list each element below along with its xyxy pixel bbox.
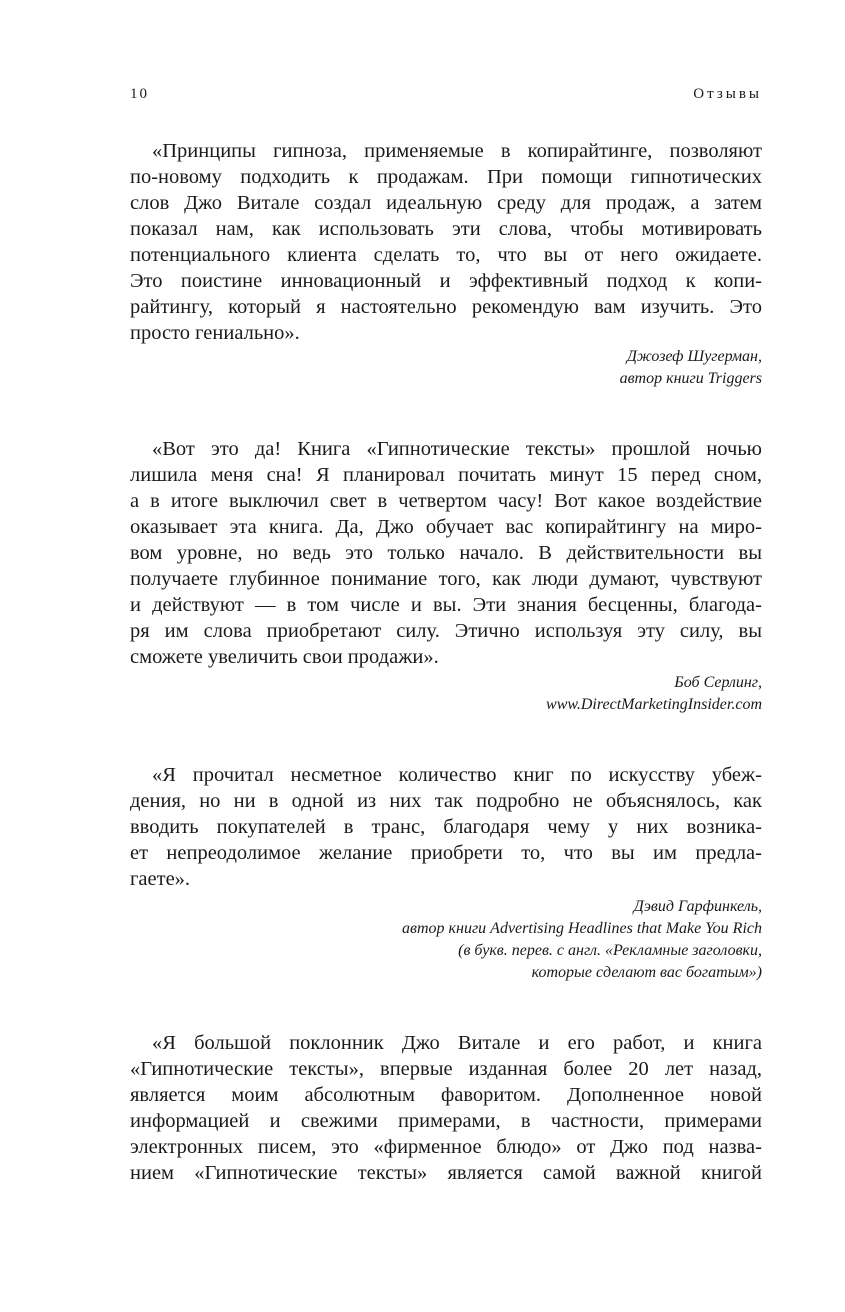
- quote-line: «Гипнотические тексты», впервые изданная более 20 лет назад,: [130, 1058, 762, 1080]
- review-attribution-2: [242, 672, 762, 716]
- quote-line: вводить покупателей в транс, благодаря чему у них возника-: [130, 816, 762, 838]
- quote-line: нием «Гипнотические тексты» является самой важной книгой: [130, 1162, 762, 1184]
- attribution-detail: которые сделают вас богатым»): [531, 964, 762, 981]
- quote-line: а в итоге выключил свет в четвертом часу! Вот какое воздействие: [130, 490, 762, 512]
- attribution-detail: автор книги Advertising Headlines that Make You Rich: [402, 920, 762, 937]
- quote-line: потенциального клиента сделать то, что вы от него ожидаете.: [130, 244, 762, 266]
- quote-line: показал нам, как использовать эти слова, чтобы мотивировать: [130, 218, 762, 240]
- attribution-author: Дэвид Гарфинкель,: [633, 898, 762, 915]
- quote-line: по-новому подходить к продажам. При помощи гипнотических: [130, 166, 762, 188]
- review-quote-4: [130, 1030, 762, 1186]
- quote-line: получаете глубинное понимание того, как люди думают, чувствуют: [130, 568, 762, 590]
- attribution-detail: www.DirectMarketingInsider.com: [546, 696, 762, 713]
- quote-line: лишила меня сна! Я планировал почитать минут 15 перед сном,: [130, 464, 762, 486]
- quote-line: ря им слова приобретают силу. Этично используя эту силу, вы: [130, 620, 762, 642]
- attribution-detail: автор книги Triggers: [619, 370, 762, 387]
- quote-line: ет непреодолимое желание приобрети то, что вы им предла-: [130, 842, 762, 864]
- review-quote-1: [130, 138, 762, 346]
- review-attribution-3: [242, 896, 762, 984]
- quote-line: райтингу, который я настоятельно рекомендую вам изучить. Это: [130, 296, 762, 318]
- review-quote-3: [130, 762, 762, 892]
- review-quote-2: [130, 436, 762, 670]
- quote-line: «Принципы гипноза, применяемые в копирайтинге, позволяют: [152, 140, 762, 162]
- section-title: Отзывы: [693, 86, 762, 102]
- quote-line: вом уровне, но ведь это только начало. В действительности вы: [130, 542, 762, 564]
- quote-line: дения, но ни в одной из них так подробно не объяснялось, как: [130, 790, 762, 812]
- attribution-author: Боб Серлинг,: [674, 674, 762, 691]
- running-head: [130, 86, 762, 110]
- attribution-author: Джозеф Шугерман,: [626, 348, 762, 365]
- quote-line: является моим абсолютным фаворитом. Дополненное новой: [130, 1084, 762, 1106]
- quote-line: оказывает эта книга. Да, Джо обучает вас копирайтингу на миро-: [130, 516, 762, 538]
- quote-line: электронных писем, это «фирменное блюдо» от Джо под назва-: [130, 1136, 762, 1158]
- page-number: 10: [130, 86, 149, 102]
- quote-line: просто гениально».: [130, 322, 300, 344]
- attribution-detail: (в букв. перев. с англ. «Рекламные заголовки,: [458, 942, 762, 959]
- quote-line: «Я большой поклонник Джо Витале и его работ, и книга: [152, 1032, 762, 1054]
- quote-line: информацией и свежими примерами, в частности, примерами: [130, 1110, 762, 1132]
- quote-line: сможете увеличить свои продажи».: [130, 646, 439, 668]
- quote-line: гаете».: [130, 868, 191, 890]
- quote-line: «Я прочитал несметное количество книг по искусству убеж-: [152, 764, 762, 786]
- quote-line: «Вот это да! Книга «Гипнотические тексты» прошлой ночью: [152, 438, 762, 460]
- quote-line: Это поистине инновационный и эффективный подход к копи-: [130, 270, 762, 292]
- quote-line: и действуют — в том числе и вы. Эти знания бесценны, благода-: [130, 594, 762, 616]
- review-attribution-1: [242, 346, 762, 390]
- quote-line: слов Джо Витале создал идеальную среду для продаж, а затем: [130, 192, 762, 214]
